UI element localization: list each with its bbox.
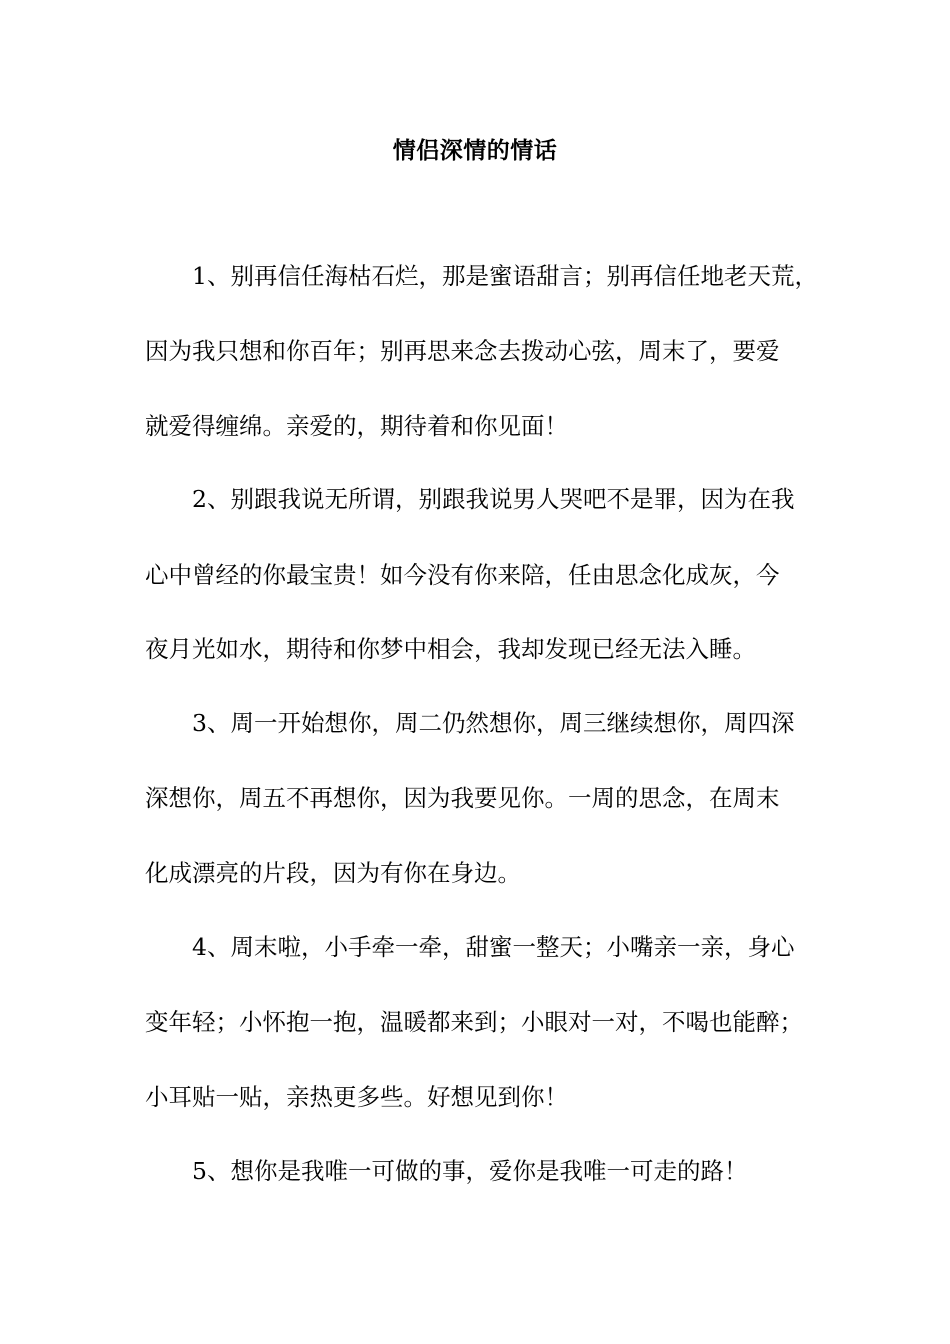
paragraph-2-line-1: 2、别跟我说无所谓，别跟我说男人哭吧不是罪，因为在我 (192, 485, 795, 513)
paragraph-4-line-1: 4、周末啦，小手牵一牵，甜蜜一整天；小嘴亲一亲，身心 (192, 933, 795, 961)
paragraph-2-line-3: 夜月光如水，期待和你梦中相会，我却发现已经无法入睡。 (145, 635, 756, 663)
paragraph-1-line-3: 就爱得缠绵。亲爱的，期待着和你见面！ (145, 412, 568, 440)
paragraph-3-line-3: 化成漂亮的片段，因为有你在身边。 (145, 859, 521, 887)
document-title: 情侣深情的情话 (392, 138, 558, 164)
paragraph-5-line-1: 5、想你是我唯一可做的事，爱你是我唯一可走的路！ (192, 1157, 748, 1185)
paragraph-1-line-2: 因为我只想和你百年；别再思来念去拨动心弦，周末了，要爱 (145, 337, 780, 365)
paragraph-4-line-2: 变年轻；小怀抱一抱，温暖都来到；小眼对一对，不喝也能醉； (145, 1008, 803, 1036)
paragraph-3-line-2: 深想你，周五不再想你，因为我要见你。一周的思念，在周末 (145, 784, 780, 812)
paragraph-2-line-2: 心中曾经的你最宝贵！如今没有你来陪，任由思念化成灰，今 (145, 561, 780, 589)
paragraph-3-line-1: 3、周一开始想你，周二仍然想你，周三继续想你，周四深 (192, 709, 795, 737)
paragraph-4-line-3: 小耳贴一贴，亲热更多些。好想见到你！ (145, 1083, 568, 1111)
paragraph-1-line-1: 1、别再信任海枯石烂，那是蜜语甜言；别再信任地老天荒， (192, 262, 818, 290)
